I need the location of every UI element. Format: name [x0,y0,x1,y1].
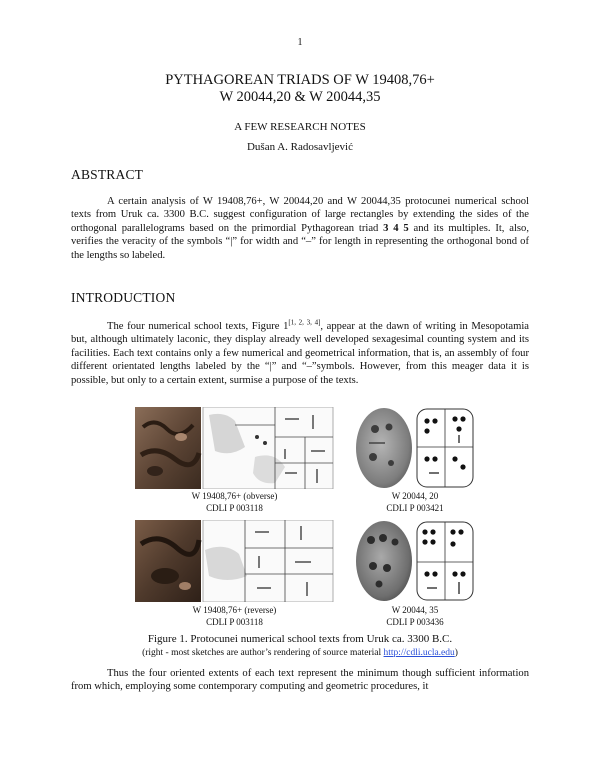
figure-panel-4-caption: W 20044, 35 CDLI P 003436 [386,605,444,627]
triad-bold: 3 4 5 [383,222,409,234]
tablet-sketch [203,407,333,489]
title-line-1: PYTHAGOREAN TRIADS OF W 19408,76+ [165,72,435,88]
author: Dušan A. Radosavljević [246,141,353,153]
page-number: 1 [297,37,303,48]
cdli-link[interactable]: http://cdli.ucla.edu [383,648,455,658]
tablet-sketch [417,409,473,487]
figure-panel-3-caption: W 19408,76+ (reverse) CDLI P 003118 [192,605,277,627]
abstract-heading: ABSTRACT [71,167,144,182]
figure-credit: (right - most sketches are author’s rendering of source material http://cdli.ucla.edu) [142,648,458,658]
figure-caption: Figure 1. Protocunei numerical school texts from Uruk ca. 3300 B.C. [147,633,453,645]
tablet-photo [356,521,412,601]
reference-markers: [1, 2, 3, 4] [288,318,321,327]
tablet-w20044-20-figure [355,407,475,489]
abstract-text: A certain analysis of W 19408,76+, W 20044,20 and W 20044,35 protocunei numerical school texts from Uruk ca. 3300 B.C. suggest configuration of large rectangles by extending the sides of the orthogonal parallelograms based on the primordial Pythagorean triad 3 4 5 and its multiples. It, also, verifies the veracity of the symbols “|” for width and “–” for length in representing the orthogonal bond of the lengths so labeled. [71,196,529,261]
introduction-heading: INTRODUCTION [71,290,176,305]
tablet-sketch [417,522,473,600]
paper-title [0,72,600,106]
introduction-text: The four numerical school texts, Figure 1[1, 2, 3, 4], appear at the dawn of writing in Mesopotamia but, although ultimately laconic, they display already well developed sexagesimal counting system and its facilities. Each text contains only a few numerical and geometrical information, that is, an assembly of four different orientated lengths labeled by the “|” and “–”symbols. However, from this meager data it is possible, but only to a certain extent, surmise a purpose of the texts. [71,318,529,386]
paper-subtitle: A FEW RESEARCH NOTES [234,121,366,133]
closing-paragraph: Thus the four oriented extents of each text represent the minimum though sufficient information from which, employing some contemporary computing and geometric procedures, it [71,668,529,693]
figure-panel-1-caption: W 19408,76+ (obverse) CDLI P 003118 [191,491,278,513]
tablet-w20044-35-figure [355,520,475,602]
figure-panel-2-caption: W 20044, 20 CDLI P 003421 [386,491,444,513]
tablet-photo [356,408,412,488]
tablet-reverse-figure [135,520,334,602]
tablet-sketch [203,520,333,602]
tablet-photo [135,520,201,602]
tablet-photo [135,407,201,489]
tablet-obverse-figure [135,407,334,489]
title-line-2: W 20044,20 & W 20044,35 [219,89,381,105]
